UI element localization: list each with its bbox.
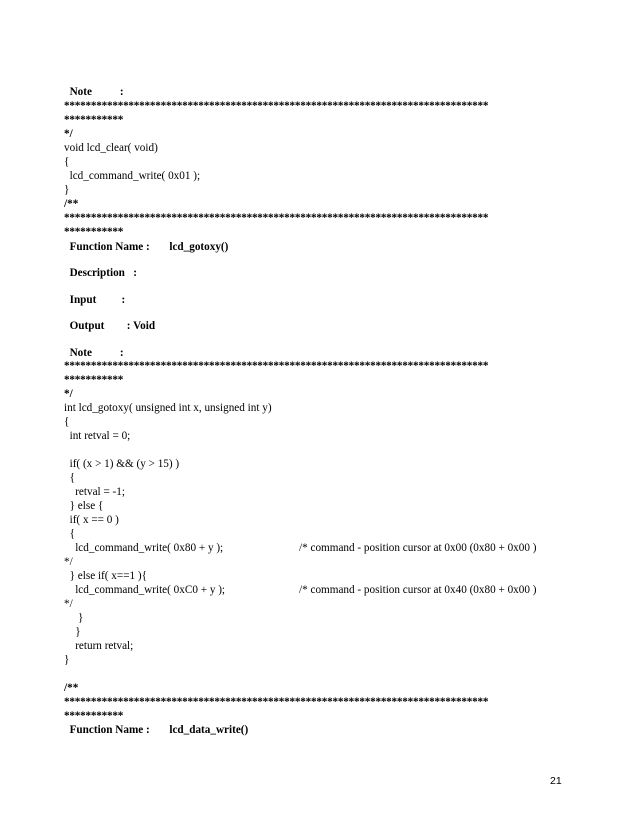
separator-stars: ******************************************************************************* <box>64 360 489 372</box>
code-line: lcd_command_write( 0x01 ); <box>64 170 201 182</box>
separator-stars: ******************************************************************************* <box>64 100 489 112</box>
code-line: { <box>64 156 70 168</box>
code-line: } else { <box>64 500 104 512</box>
separator-stars-tail: *********** <box>64 374 124 386</box>
code-comment: /* command - position cursor at 0x40 (0x80 + 0x00 ) <box>299 584 537 596</box>
separator-stars-tail: *********** <box>64 114 124 126</box>
code-comment: /* command - position cursor at 0x00 (0x80 + 0x00 ) <box>299 542 537 554</box>
comment-close: */ <box>64 388 73 400</box>
comment-close: */ <box>64 128 73 140</box>
input-label: Input : <box>64 294 126 306</box>
code-line: } <box>64 612 84 624</box>
function-name-label: Function Name : lcd_gotoxy() <box>64 241 229 253</box>
code-line: } <box>64 654 70 666</box>
code-line: */ <box>64 556 73 568</box>
code-line: if( x == 0 ) <box>64 514 119 526</box>
note-label: Note : <box>64 347 124 359</box>
code-line: int lcd_gotoxy( unsigned int x, unsigned int y) <box>64 402 272 414</box>
code-line: } <box>64 626 81 638</box>
separator-stars-tail: *********** <box>64 226 124 238</box>
code-line: } <box>64 184 70 196</box>
separator-stars: ******************************************************************************* <box>64 212 489 224</box>
code-line: retval = -1; <box>64 486 125 498</box>
code-line: } else if( x==1 ){ <box>64 570 148 582</box>
code-line: { <box>64 416 70 428</box>
comment-open: /** <box>64 198 79 210</box>
code-line: int retval = 0; <box>64 430 131 442</box>
separator-stars: ******************************************************************************* <box>64 696 489 708</box>
page-number: 21 <box>550 775 562 787</box>
code-line: */ <box>64 598 73 610</box>
code-line: lcd_command_write( 0x80 + y ); <box>64 542 224 554</box>
code-line: { <box>64 528 75 540</box>
separator-stars-tail: *********** <box>64 710 124 722</box>
code-line: if( (x > 1) && (y > 15) ) <box>64 458 180 470</box>
function-name-label: Function Name : lcd_data_write() <box>64 724 249 736</box>
output-label: Output : Void <box>64 320 156 332</box>
description-label: Description : <box>64 267 138 279</box>
note-label: Note : <box>64 86 124 98</box>
comment-open: /** <box>64 682 79 694</box>
code-line: { <box>64 472 75 484</box>
code-line: lcd_command_write( 0xC0 + y ); <box>64 584 226 596</box>
code-line: void lcd_clear( void) <box>64 142 158 154</box>
code-line: return retval; <box>64 640 134 652</box>
